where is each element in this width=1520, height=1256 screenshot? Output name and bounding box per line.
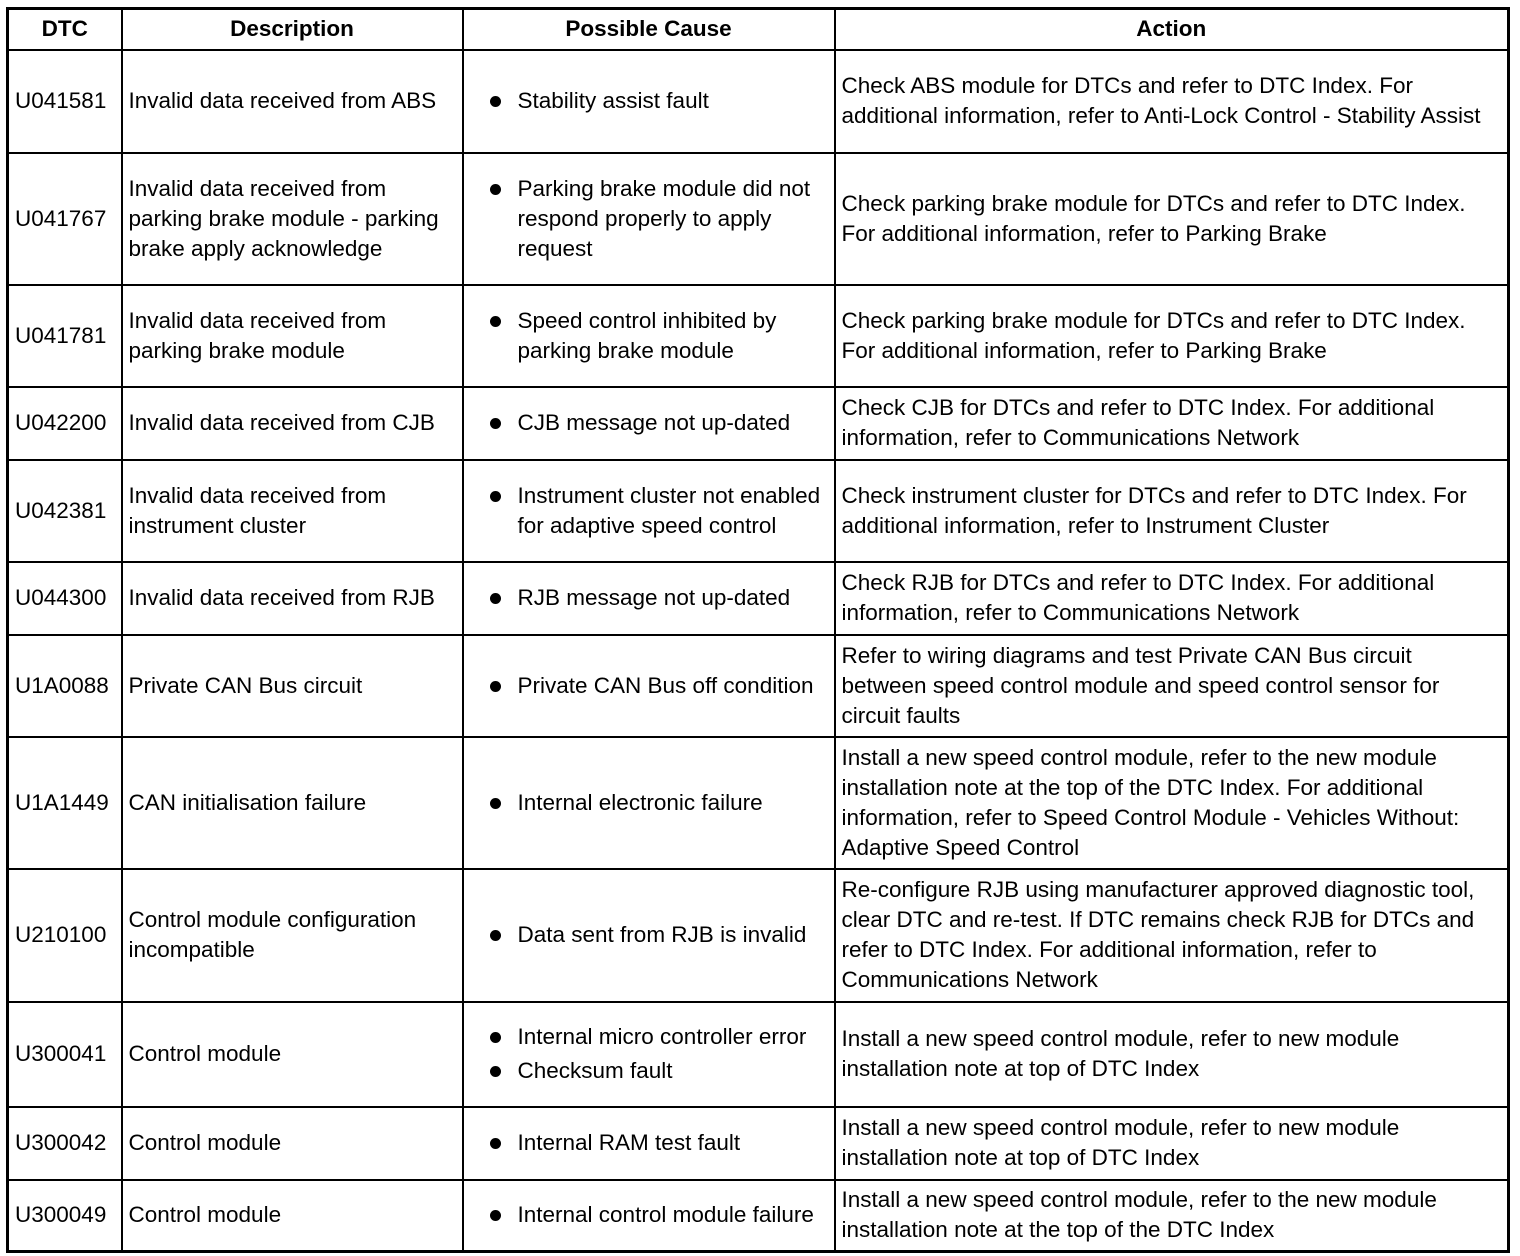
description-cell: Invalid data received from CJB xyxy=(122,387,463,460)
cause-list xyxy=(470,408,828,438)
dtc-code: U300042 xyxy=(8,1107,122,1180)
cause-text: Private CAN Bus off condition xyxy=(517,672,814,698)
cause-item xyxy=(470,174,828,264)
header-dtc: DTC xyxy=(8,9,122,50)
cause-text: Internal micro controller error xyxy=(517,1024,807,1049)
bullet-icon xyxy=(490,96,501,107)
cause-list xyxy=(470,671,828,701)
cause-list xyxy=(470,1022,828,1086)
cause-list xyxy=(470,174,828,264)
table-row xyxy=(8,1107,1509,1180)
bullet-icon xyxy=(490,316,501,327)
bullet-icon xyxy=(490,1138,501,1149)
cause-item xyxy=(470,920,828,950)
cause-text: CJB message not up-dated xyxy=(517,410,791,435)
header-description: Description xyxy=(122,9,463,50)
bullet-icon xyxy=(490,184,501,195)
bullet-icon xyxy=(490,681,501,692)
cause-text: Speed control inhibited by parking brake module xyxy=(517,307,777,363)
cause-cell xyxy=(463,737,835,869)
cause-list xyxy=(470,583,828,613)
cause-cell xyxy=(463,869,835,1002)
cause-text: Parking brake module did not respond properly to apply request xyxy=(517,175,811,261)
dtc-code: U1A0088 xyxy=(8,635,122,737)
table-row xyxy=(8,460,1509,562)
cause-cell xyxy=(463,562,835,635)
cause-list xyxy=(470,306,828,366)
dtc-code: U210100 xyxy=(8,869,122,1002)
description-cell: Private CAN Bus circuit xyxy=(122,635,463,737)
dtc-code: U042381 xyxy=(8,460,122,562)
table-row xyxy=(8,635,1509,737)
cause-cell xyxy=(463,285,835,387)
header-action: Action xyxy=(835,9,1509,50)
cause-list xyxy=(470,1200,828,1230)
description-cell: Invalid data received from instrument cluster xyxy=(122,460,463,562)
cause-item xyxy=(470,1200,828,1230)
action-cell: Check parking brake module for DTCs and refer to DTC Index. For additional information, refer to Parking Brake xyxy=(835,285,1509,387)
cause-cell xyxy=(463,1107,835,1180)
action-cell: Refer to wiring diagrams and test Private CAN Bus circuit between speed control module and speed control sensor for circuit faults xyxy=(835,635,1509,737)
cause-text: RJB message not up-dated xyxy=(517,585,791,610)
action-cell: Check RJB for DTCs and refer to DTC Index. For additional information, refer to Communications Network xyxy=(835,562,1509,635)
bullet-icon xyxy=(490,1032,501,1043)
action-cell: Check parking brake module for DTCs and refer to DTC Index. For additional information, refer to Parking Brake xyxy=(835,153,1509,285)
action-cell: Install a new speed control module, refer to the new module installation note at the top of the DTC Index. For additional information, refer to Speed Control Module - Vehicles Without: Adaptive Speed Control xyxy=(835,737,1509,869)
bullet-icon xyxy=(490,418,501,429)
table-header-row xyxy=(8,9,1509,50)
table-row xyxy=(8,1002,1509,1107)
bullet-icon xyxy=(490,798,501,809)
table-row xyxy=(8,562,1509,635)
table-row xyxy=(8,1180,1509,1252)
header-possible-cause: Possible Cause xyxy=(463,9,835,50)
description-cell: Invalid data received from parking brake module - parking brake apply acknowledge xyxy=(122,153,463,285)
cause-cell xyxy=(463,153,835,285)
cause-item xyxy=(470,583,828,613)
bullet-icon xyxy=(490,930,501,941)
dtc-code: U1A1449 xyxy=(8,737,122,869)
cause-text: Stability assist fault xyxy=(517,88,709,113)
action-cell: Check CJB for DTCs and refer to DTC Index. For additional information, refer to Communications Network xyxy=(835,387,1509,460)
table-row xyxy=(8,153,1509,285)
description-cell: CAN initialisation failure xyxy=(122,737,463,869)
cause-list xyxy=(470,788,828,818)
cause-text: Checksum fault xyxy=(517,1058,673,1083)
table-row xyxy=(8,285,1509,387)
action-cell: Check instrument cluster for DTCs and refer to DTC Index. For additional information, refer to Instrument Cluster xyxy=(835,460,1509,562)
dtc-table-container xyxy=(6,7,1510,1253)
description-cell: Control module configuration incompatible xyxy=(122,869,463,1002)
dtc-code: U041581 xyxy=(8,50,122,153)
bullet-icon xyxy=(490,1066,501,1077)
action-cell: Install a new speed control module, refer to new module installation note at top of DTC Index xyxy=(835,1107,1509,1180)
dtc-table xyxy=(6,7,1510,1253)
cause-cell xyxy=(463,387,835,460)
cause-text: Data sent from RJB is invalid xyxy=(517,922,807,947)
dtc-code: U044300 xyxy=(8,562,122,635)
cause-list xyxy=(470,481,828,541)
table-row xyxy=(8,50,1509,153)
cause-list xyxy=(470,920,828,950)
cause-text: Internal control module failure xyxy=(517,1202,814,1228)
cause-item xyxy=(470,1022,828,1052)
cause-cell xyxy=(463,635,835,737)
bullet-icon xyxy=(490,593,501,604)
description-cell: Invalid data received from ABS xyxy=(122,50,463,153)
cause-text: Internal electronic failure xyxy=(517,789,763,815)
table-body xyxy=(8,50,1509,1252)
cause-cell xyxy=(463,50,835,153)
action-cell: Install a new speed control module, refer to new module installation note at top of DTC Index xyxy=(835,1002,1509,1107)
description-cell: Control module xyxy=(122,1180,463,1252)
cause-item xyxy=(470,788,828,818)
cause-text: Instrument cluster not enabled for adaptive speed control xyxy=(517,482,821,538)
cause-cell xyxy=(463,1002,835,1107)
dtc-code: U041781 xyxy=(8,285,122,387)
description-cell: Control module xyxy=(122,1002,463,1107)
cause-list xyxy=(470,1128,828,1158)
dtc-code: U042200 xyxy=(8,387,122,460)
cause-item xyxy=(470,306,828,366)
table-row xyxy=(8,869,1509,1002)
cause-text: Internal RAM test fault xyxy=(517,1130,741,1155)
bullet-icon xyxy=(490,1210,501,1221)
action-cell: Re-configure RJB using manufacturer approved diagnostic tool, clear DTC and re-test. If DTC remains check RJB for DTCs and refer to DTC Index. For additional information, refer to Communications Network xyxy=(835,869,1509,1002)
cause-cell xyxy=(463,1180,835,1252)
dtc-code: U041767 xyxy=(8,153,122,285)
table-row xyxy=(8,737,1509,869)
cause-cell xyxy=(463,460,835,562)
cause-item xyxy=(470,671,828,701)
dtc-code: U300041 xyxy=(8,1002,122,1107)
cause-list xyxy=(470,86,828,116)
description-cell: Invalid data received from RJB xyxy=(122,562,463,635)
dtc-code: U300049 xyxy=(8,1180,122,1252)
description-cell: Control module xyxy=(122,1107,463,1180)
action-cell: Install a new speed control module, refer to the new module installation note at the top of the DTC Index xyxy=(835,1180,1509,1252)
cause-item xyxy=(470,1128,828,1158)
cause-item xyxy=(470,86,828,116)
bullet-icon xyxy=(490,491,501,502)
description-cell: Invalid data received from parking brake module xyxy=(122,285,463,387)
cause-item xyxy=(470,1056,828,1086)
cause-item xyxy=(470,408,828,438)
action-cell: Check ABS module for DTCs and refer to DTC Index. For additional information, refer to Anti-Lock Control - Stability Assist xyxy=(835,50,1509,153)
cause-item xyxy=(470,481,828,541)
table-row xyxy=(8,387,1509,460)
